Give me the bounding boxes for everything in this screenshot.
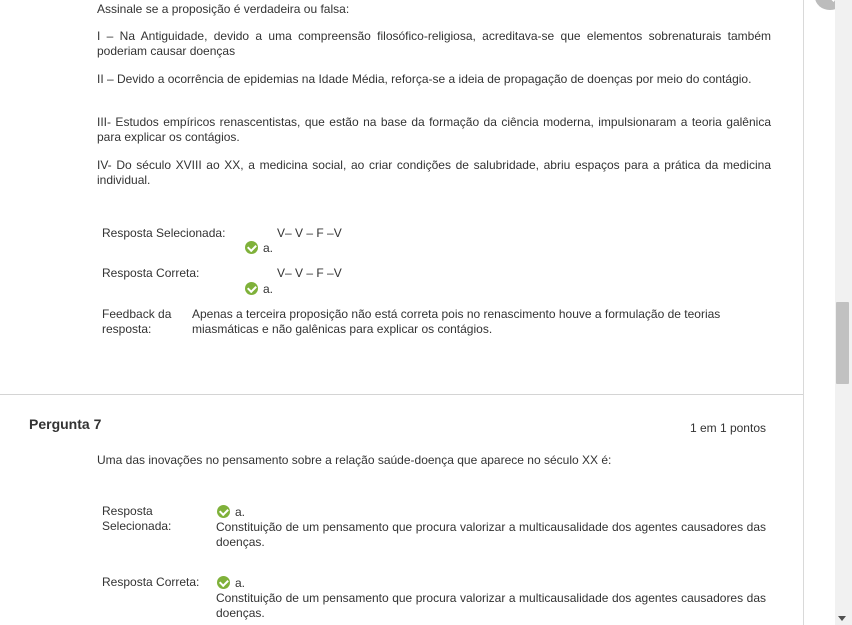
q6-proposition-4: IV- Do século XVIII ao XX, a medicina social, ao criar condições de salubridade, abriu espaços para a prática da medicina individual.: [97, 158, 771, 187]
content-border: [803, 0, 804, 625]
q6-selected-answer: V– V – F –V: [277, 226, 342, 240]
q7-question-text: Uma das inovações no pensamento sobre a relação saúde-doença que aparece no século XX é:: [97, 453, 612, 467]
scrollbar-thumb[interactable]: [836, 302, 849, 384]
q6-proposition-2: II – Devido a ocorrência de epidemias na Idade Média, reforça-se a ideia de propagação de doenças por meio do contágio.: [97, 72, 752, 86]
q6-correct-label: Resposta Correta:: [102, 266, 200, 280]
scroll-down-arrow-icon[interactable]: [838, 616, 846, 621]
q7-selected-label: [102, 504, 171, 534]
question-divider: [0, 394, 803, 395]
selected-label-line-1: Resposta: [102, 504, 153, 518]
q7-correct-label: Resposta Correta:: [102, 575, 200, 589]
q7-correct-answer: Constituição de um pensamento que procura valorizar a multicausalidade dos agentes causadores das doenças.: [216, 591, 766, 620]
q7-selected-option: [217, 505, 245, 520]
q6-proposition-1: I – Na Antiguidade, devido a uma compreensão filosófico-religiosa, acreditava-se que elementos sobrenaturais também poderiam causar doenças: [97, 29, 771, 58]
q7-selected-answer: Constituição de um pensamento que procura valorizar a multicausalidade dos agentes causadores das doenças.: [216, 520, 766, 549]
feedback-label-line-2: resposta:: [102, 322, 152, 336]
q6-intro: Assinale se a proposição é verdadeira ou falsa:: [97, 2, 350, 16]
q7-correct-option: [217, 576, 245, 591]
q7-correct-letter: a.: [235, 576, 246, 590]
q6-selected-letter: a.: [263, 241, 274, 255]
q6-proposition-3: III- Estudos empíricos renascentistas, que estão na base da formação da ciência moderna, impulsionaram a teoria galênica para explicar os contágios.: [97, 115, 771, 144]
selected-label-line-2: Selecionada:: [102, 519, 172, 533]
q6-correct-answer: V– V – F –V: [277, 266, 342, 280]
q7-selected-letter: a.: [235, 505, 246, 519]
q6-feedback-label: [102, 307, 171, 337]
check-circle-icon: [245, 241, 258, 254]
q6-correct-letter: a.: [263, 282, 274, 296]
q6-feedback-text: Apenas a terceira proposição não está correta pois no renascimento houve a formulação de teorias miasmáticas e não galênicas para explicar os contágios.: [192, 307, 721, 336]
q6-selected-label: Resposta Selecionada:: [102, 226, 226, 240]
q6-selected-option: [245, 241, 273, 256]
question-7-title: Pergunta 7: [29, 416, 102, 432]
check-circle-icon: [217, 505, 230, 518]
q6-correct-option: [245, 282, 273, 297]
check-circle-icon: [245, 282, 258, 295]
question-7-points: 1 em 1 pontos: [689, 421, 766, 435]
check-circle-icon: [217, 576, 230, 589]
feedback-label-line-1: Feedback da: [102, 307, 172, 321]
